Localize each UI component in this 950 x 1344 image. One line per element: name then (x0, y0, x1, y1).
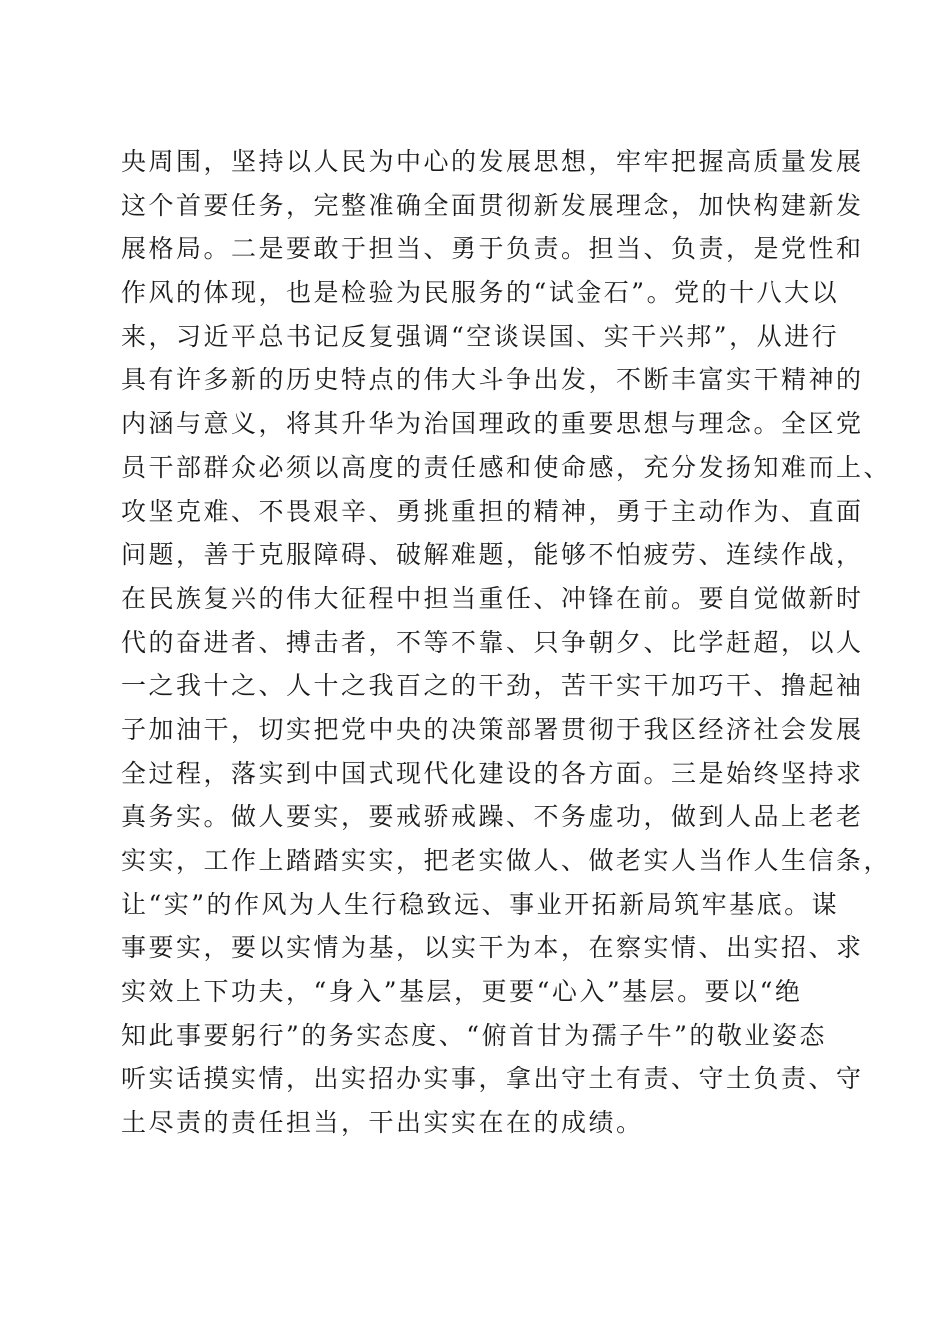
text-line: 央周围，坚持以人民为中心的发展思想，牢牢把握高质量发展 (121, 147, 864, 176)
text-line: 实实，工作上踏踏实实，把老实做人、做老实人当作人生信条， (121, 846, 892, 875)
text-line: 问题，善于克服障碍、破解难题，能够不怕疲劳、连续作战， (121, 540, 864, 570)
text-line: 这个首要任务，完整准确全面贯彻新发展理念，加快构建新发 (121, 190, 864, 220)
text-line: 全过程，落实到中国式现代化建设的各方面。三是始终坚持求 (121, 758, 864, 788)
text-line: 在民族复兴的伟大征程中担当重任、冲锋在前。要自觉做新时 (121, 583, 864, 613)
text-line: 土尽责的责任担当，干出实实在在的成绩。 (121, 1108, 644, 1138)
text-line: 实效上下功夫，“身入”基层，更要“心入”基层。要以“绝 (121, 977, 803, 1007)
text-line: 来，习近平总书记反复强调“空谈误国、实干兴邦”，从进行 (121, 321, 840, 351)
text-line: 听实话摸实情，出实招办实事，拿出守土有责、守土负责、守 (121, 1064, 864, 1094)
text-line: 展格局。二是要敢于担当、勇于负责。担当、负责，是党性和 (121, 234, 864, 264)
text-line: 具有许多新的历史特点的伟大斗争出发，不断丰富实干精神的 (121, 365, 864, 395)
text-line: 事要实，要以实情为基，以实干为本，在察实情、出实招、求 (121, 933, 864, 963)
text-line: 让“实”的作风为人生行稳致远、事业开拓新局筑牢基底。谋 (121, 889, 840, 919)
body-paragraph (121, 140, 892, 1145)
text-line: 内涵与意义，将其升华为治国理政的重要思想与理念。全区党 (121, 409, 864, 439)
text-line: 知此事要躬行”的务实态度、“俯首甘为孺子牛”的敬业姿态 (121, 1020, 827, 1050)
text-line: 一之我十之、人十之我百之的干劲，苦干实干加巧干、撸起袖 (121, 671, 864, 701)
text-line: 代的奋进者、搏击者，不等不靠、只争朝夕、比学赶超，以人 (121, 627, 864, 657)
text-line: 员干部群众必须以高度的责任感和使命感，充分发扬知难而上、 (121, 452, 892, 482)
text-line: 作风的体现，也是检验为民服务的“试金石”。党的十八大以 (121, 278, 840, 308)
text-line: 真务实。做人要实，要戒骄戒躁、不务虚功，做到人品上老老 (121, 802, 864, 832)
text-line: 子加油干，切实把党中央的决策部署贯彻于我区经济社会发展 (121, 714, 864, 744)
text-line: 攻坚克难、不畏艰辛、勇挑重担的精神，勇于主动作为、直面 (121, 496, 864, 526)
